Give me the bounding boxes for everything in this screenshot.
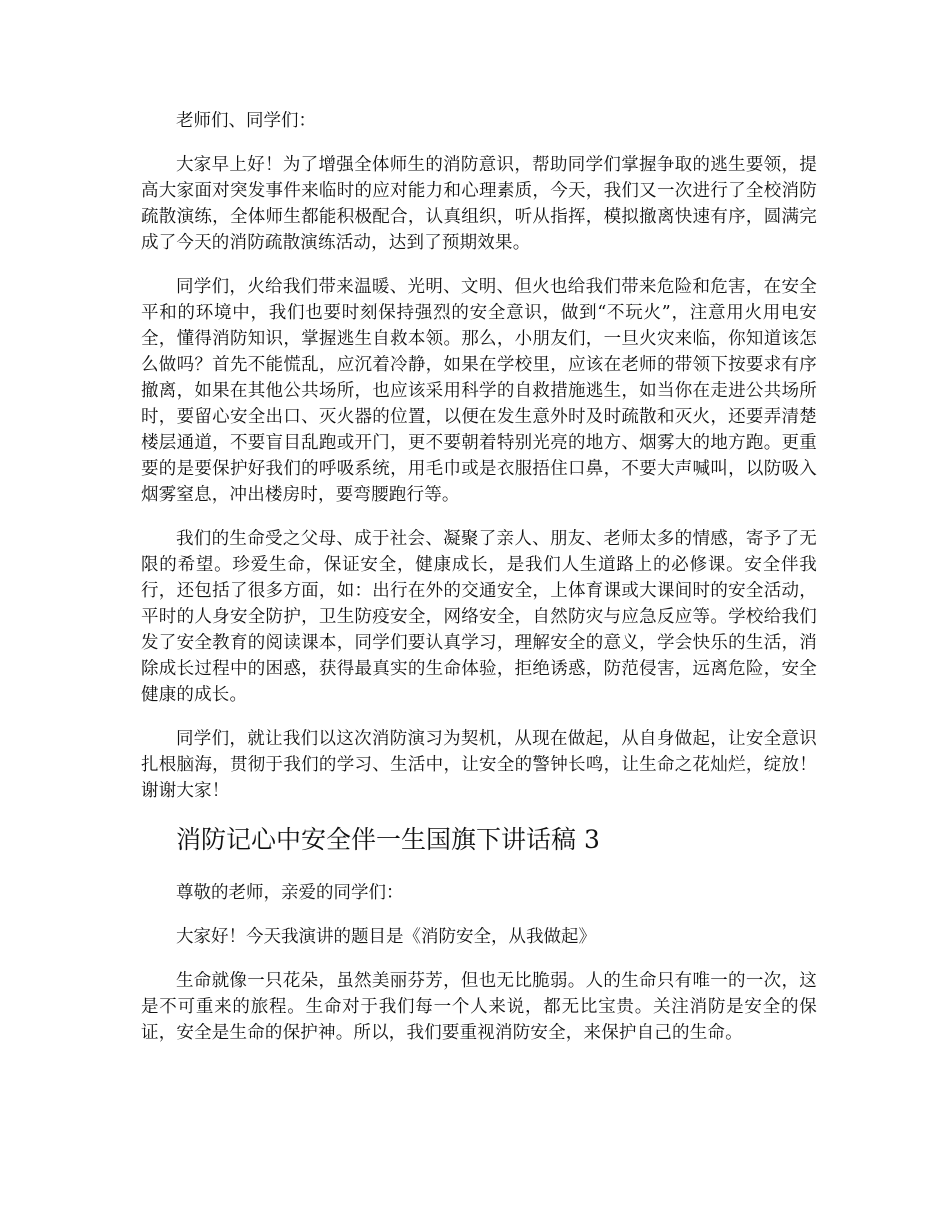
greeting-paragraph: 大家好！今天我演讲的题目是《消防安全，从我做起》 (176, 927, 596, 947)
salutation-paragraph: 老师们、同学们： (176, 111, 316, 131)
closing-paragraph: 同学们，就让我们以这次消防演习为契机，从现在做起，从自身做起，让安全意识扎根脑海，贯彻于我们的学习、生活中，让安全的警钟长鸣，让生命之花灿烂，绽放！谢谢大家！ (141, 729, 817, 801)
life-safety-paragraph: 我们的生命受之父母、成于社会、凝聚了亲人、朋友、老师太多的情感，寄予了无限的希望。珍爱生命，保证安全，健康成长，是我们人生道路上的必修课。安全伴我行，还包括了很多方面，如：出行在外的交通安全，上体育课或大课间时的安全活动，平时的人身安全防护，卫生防疫安全，网络安全，自然防灾与应急反应等。学校给我们发了安全教育的阅读课本，同学们要认真学习，理解安全的意义，学会快乐的生活，消除成长过程中的困惑，获得最真实的生命体验，拒绝诱惑，防范侵害，远离危险，安全健康的成长。 (141, 529, 817, 705)
fire-safety-paragraph: 同学们，火给我们带来温暖、光明、文明、但火也给我们带来危险和危害，在安全平和的环境中，我们也要时刻保持强烈的安全意识，做到“不玩火”，注意用火用电安全，懂得消防知识，掌握逃生自救本领。那么，小朋友们，一旦火灾来临，你知道该怎么做吗？首先不能慌乱，应沉着冷静，如果在学校里，应该在老师的带领下按要求有序撤离，如果在其他公共场所，也应该采用科学的自救措施逃生，如当你在走进公共场所时，要留心安全出口、灭火器的位置，以便在发生意外时及时疏散和灭火，还要弄清楚楼层通道，不要盲目乱跑或开门，更不要朝着特别光亮的地方、烟雾大的地方跑。更重要的是要保护好我们的呼吸系统，用毛巾或是衣服捂住口鼻，不要大声喊叫，以防吸入烟雾窒息，冲出楼房时，要弯腰跑行等。 (141, 277, 817, 505)
opening-paragraph: 大家早上好！为了增强全体师生的消防意识，帮助同学们掌握争取的逃生要领，提高大家面对突发事件来临时的应对能力和心理素质，今天，我们又一次进行了全校消防疏散演练，全体师生都能积极配合，认真组织，听从指挥，模拟撤离快速有序，圆满完成了今天的消防疏散演练活动，达到了预期效果。 (141, 155, 817, 253)
document-body (141, 108, 817, 1064)
life-flower-paragraph: 生命就像一只花朵，虽然美丽芬芳，但也无比脆弱。人的生命只有唯一的一次，这是不可重来的旅程。生命对于我们每一个人来说，都无比宝贵。关注消防是安全的保证，安全是生命的保护神。所以，我们要重视消防安全，来保护自己的生命。 (141, 971, 817, 1043)
second-salutation-paragraph: 尊敬的老师，亲爱的同学们： (176, 883, 404, 903)
section-heading: 消防记心中安全伴一生国旗下讲话稿 3 (176, 825, 600, 854)
